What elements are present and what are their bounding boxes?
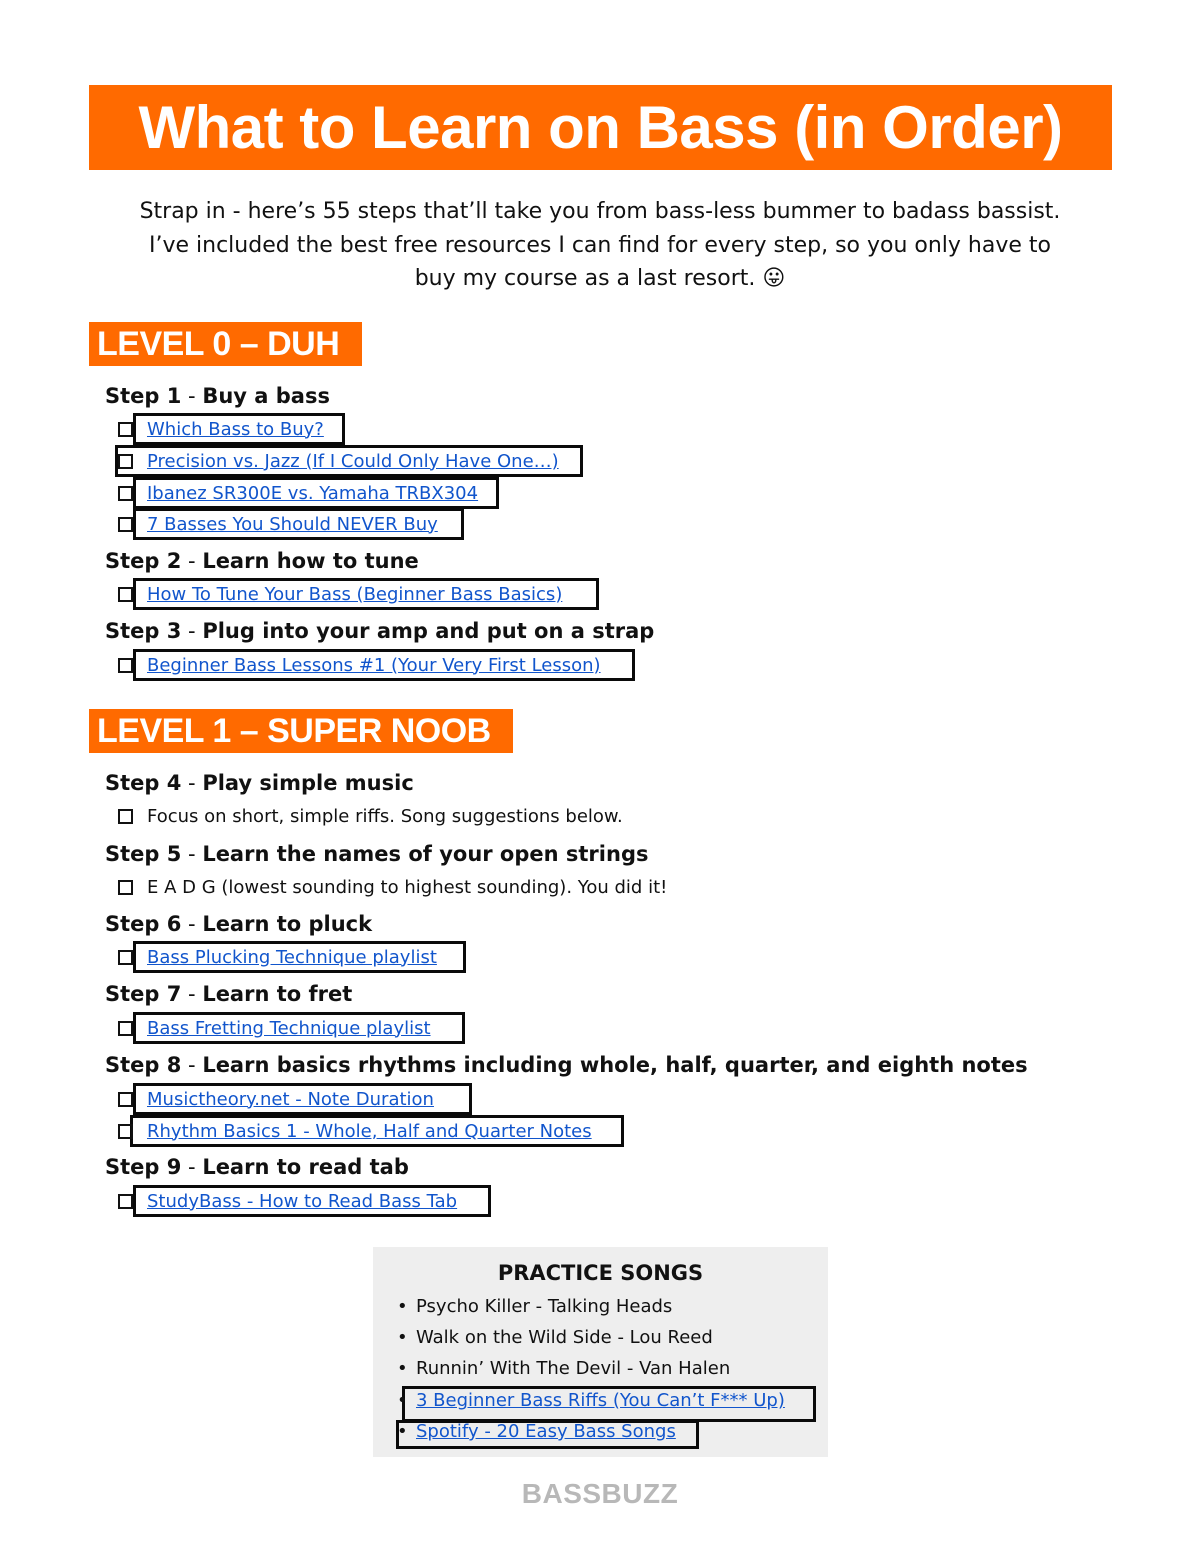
step-number: Step 3 — [105, 619, 182, 643]
link-precision-vs-jazz[interactable]: Precision vs. Jazz (If I Could Only Have One…) — [147, 450, 559, 472]
step-1-item-4 — [118, 510, 438, 538]
checkbox[interactable] — [118, 454, 133, 469]
song-artist: Lou Reed — [629, 1327, 713, 1348]
bullet-icon: • — [397, 1390, 408, 1411]
song-name: Walk on the Wild Side — [416, 1327, 612, 1348]
step-8-item-2 — [118, 1117, 592, 1145]
checkbox[interactable] — [118, 809, 133, 824]
song-item — [397, 1327, 713, 1348]
song-separator: - — [621, 1358, 640, 1379]
step-2-heading — [105, 549, 419, 573]
page-title: What to Learn on Bass (in Order) — [89, 85, 1112, 170]
step-number: Step 5 — [105, 842, 182, 866]
song-separator: - — [611, 1327, 630, 1348]
step-8-heading — [105, 1053, 1028, 1077]
link-3-beginner-riffs[interactable]: 3 Beginner Bass Riffs (You Can’t F*** Up) — [416, 1390, 785, 1411]
step-separator: - — [181, 384, 203, 408]
link-7-basses-never-buy[interactable]: 7 Basses You Should NEVER Buy — [147, 513, 438, 535]
intro-line-3: buy my course as a last resort. 😛 — [414, 266, 786, 291]
step-title: Buy a bass — [202, 384, 330, 408]
step-number: Step 8 — [105, 1053, 182, 1077]
step-separator: - — [181, 1155, 203, 1179]
checkbox[interactable] — [118, 1092, 133, 1107]
step-4-item-1 — [118, 802, 623, 830]
link-fretting-playlist[interactable]: Bass Fretting Technique playlist — [147, 1017, 431, 1039]
step-separator: - — [181, 1053, 203, 1077]
checkbox[interactable] — [118, 880, 133, 895]
step-title: Plug into your amp and put on a strap — [202, 619, 655, 643]
step-title: Learn to fret — [202, 982, 353, 1006]
step-6-item-1 — [118, 943, 437, 971]
step-title: Play simple music — [202, 771, 414, 795]
step-6-heading — [105, 912, 372, 936]
level-1-heading: LEVEL 1 – SUPER NOOB — [89, 709, 513, 753]
checkbox[interactable] — [118, 1021, 133, 1036]
step-number: Step 4 — [105, 771, 182, 795]
checkbox[interactable] — [118, 422, 133, 437]
step-title: Learn basics rhythms including whole, half, quarter, and eighth notes — [202, 1053, 1028, 1077]
checkbox[interactable] — [118, 1194, 133, 1209]
step-number: Step 9 — [105, 1155, 182, 1179]
checkbox[interactable] — [118, 486, 133, 501]
step-separator: - — [181, 619, 203, 643]
step-note: Focus on short, simple riffs. Song suggestions below. — [147, 805, 623, 827]
step-1-item-3 — [118, 479, 478, 507]
checkbox[interactable] — [118, 517, 133, 532]
step-separator: - — [181, 982, 203, 1006]
step-7-heading — [105, 982, 352, 1006]
step-9-item-1 — [118, 1187, 457, 1215]
step-1-item-1 — [118, 415, 324, 443]
step-1-heading — [105, 384, 330, 408]
step-number: Step 1 — [105, 384, 182, 408]
step-title: Learn to read tab — [202, 1155, 409, 1179]
song-separator: - — [529, 1296, 548, 1317]
step-8-item-1 — [118, 1085, 434, 1113]
step-1-item-2 — [118, 447, 559, 475]
step-separator: - — [181, 549, 203, 573]
link-which-bass-to-buy[interactable]: Which Bass to Buy? — [147, 418, 324, 440]
link-how-to-tune[interactable]: How To Tune Your Bass (Beginner Bass Basics) — [147, 583, 563, 605]
step-3-item-1 — [118, 651, 601, 679]
intro-paragraph — [100, 195, 1100, 296]
checkbox[interactable] — [118, 658, 133, 673]
step-7-item-1 — [118, 1014, 431, 1042]
step-separator: - — [181, 842, 203, 866]
step-note: E A D G (lowest sounding to highest sounding). You did it! — [147, 876, 668, 898]
step-number: Step 2 — [105, 549, 182, 573]
step-5-item-1 — [118, 873, 667, 901]
practice-songs-title: PRACTICE SONGS — [497, 1261, 704, 1285]
bullet-icon: • — [397, 1358, 408, 1379]
checkbox[interactable] — [118, 1124, 133, 1139]
bullet-icon: • — [397, 1296, 408, 1317]
step-3-heading — [105, 619, 654, 643]
bullet-icon: • — [397, 1421, 408, 1442]
intro-line-1: Strap in - here’s 55 steps that’ll take you from bass-less bummer to badass bassist. — [139, 199, 1061, 224]
song-name: Runnin’ With The Devil — [416, 1358, 622, 1379]
link-beginner-bass-lesson-1[interactable]: Beginner Bass Lessons #1 (Your Very First Lesson) — [147, 654, 601, 676]
link-note-duration[interactable]: Musictheory.net - Note Duration — [147, 1088, 434, 1110]
link-ibanez-vs-yamaha[interactable]: Ibanez SR300E vs. Yamaha TRBX304 — [147, 482, 479, 504]
bassbuzz-logo: BASSBUZZ — [521, 1478, 679, 1509]
intro-line-2: I’ve included the best free resources I can find for every step, so you only have to — [149, 232, 1051, 258]
step-separator: - — [181, 771, 203, 795]
step-title: Learn how to tune — [202, 549, 419, 573]
step-9-heading — [105, 1155, 409, 1179]
step-4-heading — [105, 771, 414, 795]
checkbox[interactable] — [118, 950, 133, 965]
step-number: Step 6 — [105, 912, 182, 936]
checkbox[interactable] — [118, 587, 133, 602]
song-item — [397, 1358, 730, 1379]
practice-songs-box — [373, 1247, 828, 1457]
step-separator: - — [181, 912, 203, 936]
song-artist: Talking Heads — [547, 1296, 673, 1317]
song-item — [397, 1296, 672, 1317]
level-0-heading: LEVEL 0 – DUH — [89, 322, 362, 366]
step-number: Step 7 — [105, 982, 182, 1006]
step-title: Learn the names of your open strings — [202, 842, 649, 866]
step-2-item-1 — [118, 580, 562, 608]
song-link-item — [397, 1421, 676, 1442]
bullet-icon: • — [397, 1327, 408, 1348]
song-link-item — [397, 1390, 785, 1411]
song-name: Psycho Killer — [416, 1296, 530, 1317]
step-5-heading — [105, 842, 648, 866]
song-artist: Van Halen — [639, 1358, 731, 1379]
link-plucking-playlist[interactable]: Bass Plucking Technique playlist — [147, 946, 437, 968]
step-title: Learn to pluck — [202, 912, 373, 936]
link-rhythm-basics-1[interactable]: Rhythm Basics 1 - Whole, Half and Quarter Notes — [147, 1120, 592, 1142]
link-spotify-easy-songs[interactable]: Spotify - 20 Easy Bass Songs — [416, 1421, 676, 1442]
link-read-bass-tab[interactable]: StudyBass - How to Read Bass Tab — [147, 1190, 458, 1212]
